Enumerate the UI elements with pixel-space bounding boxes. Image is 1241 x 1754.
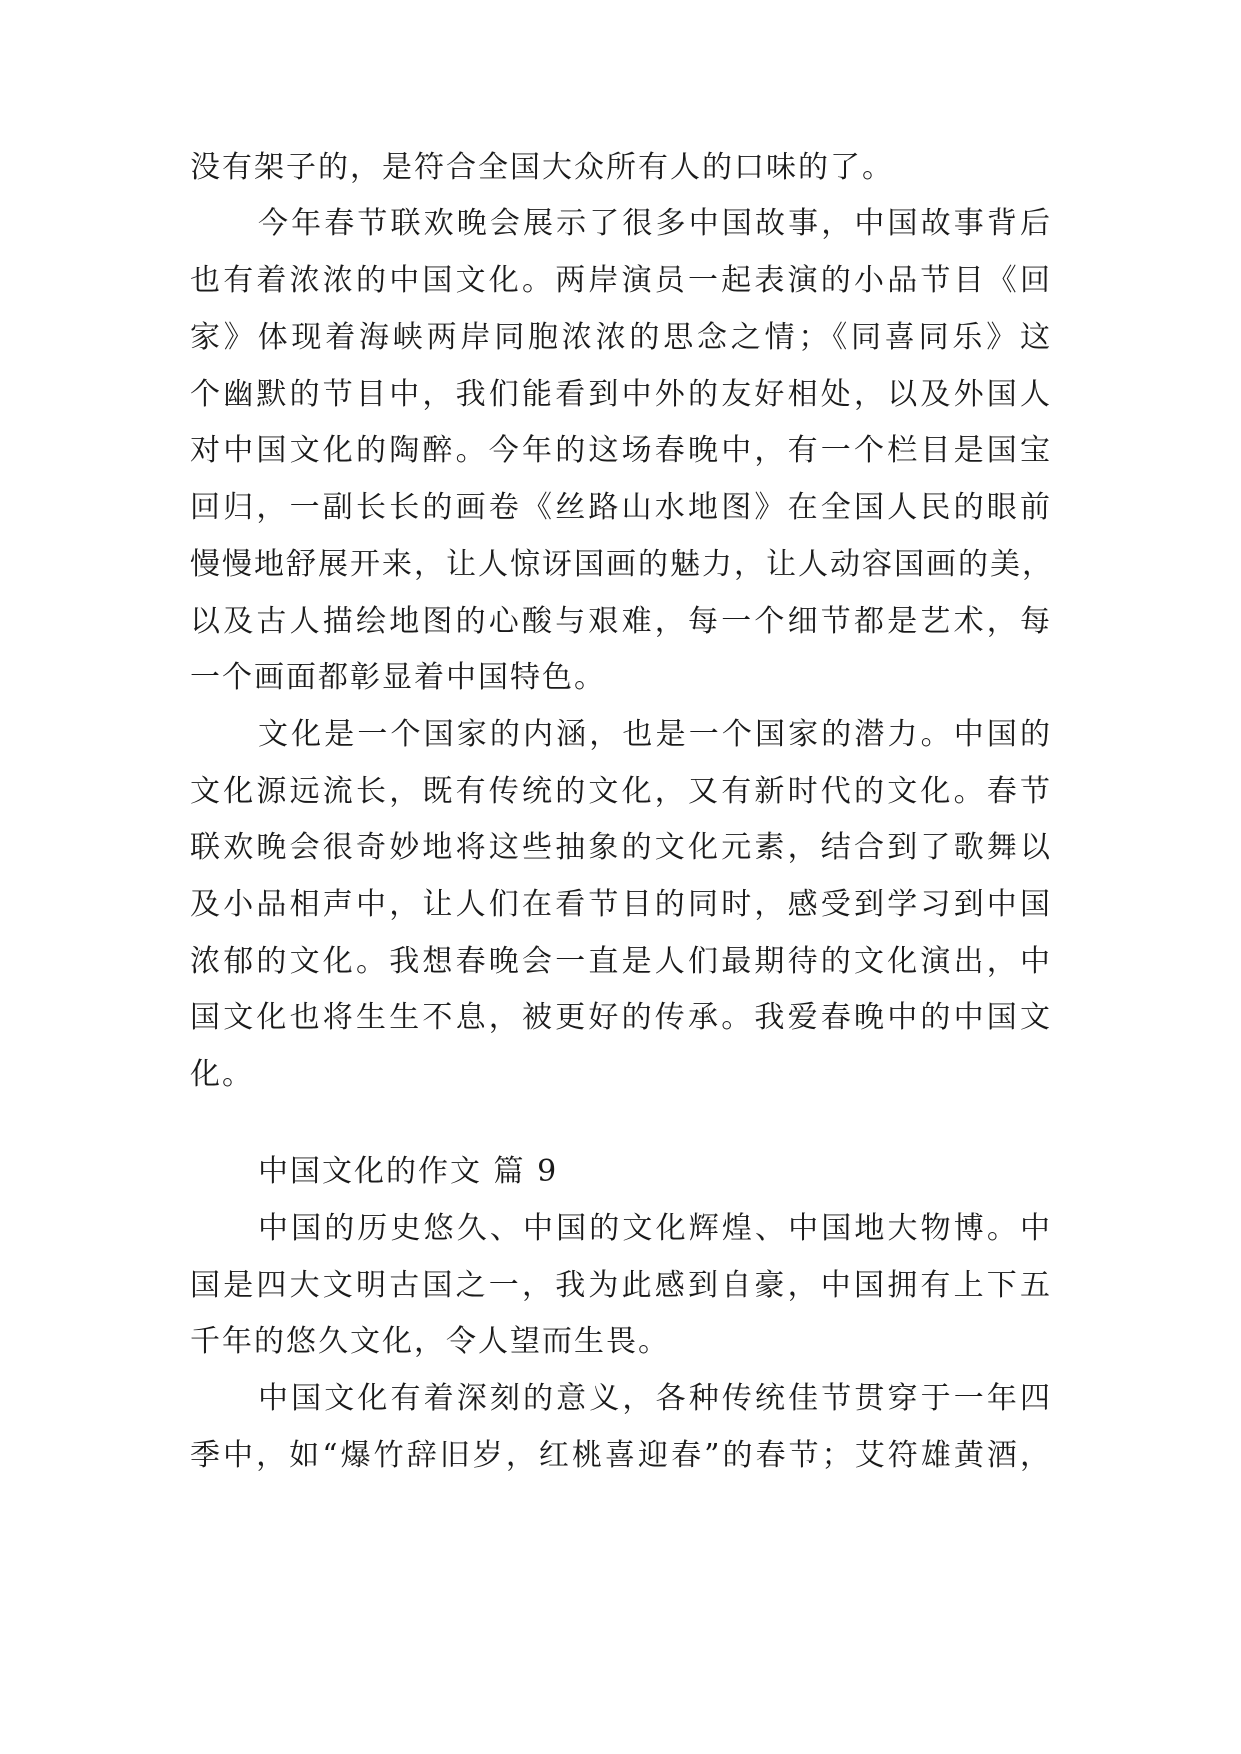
text-line-9: 以及古人描绘地图的心酸与艰难，每一个细节都是艺术，每 (190, 604, 1052, 639)
text-line-6: 对中国文化的陶醉。今年的这场春晚中，有一个栏目是国宝 (190, 433, 1052, 468)
section-title: 中国文化的作文 篇 9 (258, 1154, 559, 1189)
text-line-12: 文化源远流长，既有传统的文化，又有新时代的文化。春节 (190, 774, 1052, 809)
text-line-16: 国文化也将生生不息，被更好的传承。我爱春晚中的中国文 (190, 1000, 1052, 1035)
text-line-15: 浓郁的文化。我想春晚会一直是人们最期待的文化演出，中 (190, 944, 1052, 979)
section-line-3: 千年的悠久文化，令人望而生畏。 (190, 1324, 670, 1359)
text-line-2: 今年春节联欢晚会展示了很多中国故事，中国故事背后 (258, 206, 1052, 241)
text-line-3: 也有着浓浓的中国文化。两岸演员一起表演的小品节目《回 (190, 263, 1052, 298)
text-line-7: 回归，一副长长的画卷《丝路山水地图》在全国人民的眼前 (190, 490, 1052, 525)
text-line-5: 个幽默的节目中，我们能看到中外的友好相处，以及外国人 (190, 377, 1052, 412)
text-line-8: 慢慢地舒展开来，让人惊讶国画的魅力，让人动容国画的美， (190, 547, 1054, 582)
text-line-11: 文化是一个国家的内涵，也是一个国家的潜力。中国的 (258, 717, 1052, 752)
section-line-4: 中国文化有着深刻的意义，各种传统佳节贯穿于一年四 (258, 1381, 1052, 1416)
section-line-1: 中国的历史悠久、中国的文化辉煌、中国地大物博。中 (258, 1211, 1052, 1246)
text-line-17: 化。 (190, 1057, 254, 1092)
text-line-13: 联欢晚会很奇妙地将这些抽象的文化元素，结合到了歌舞以 (190, 830, 1052, 865)
text-line-10: 一个画面都彰显着中国特色。 (190, 660, 606, 695)
text-line-4: 家》体现着海峡两岸同胞浓浓的思念之情；《同喜同乐》这 (190, 320, 1052, 355)
text-line-1: 没有架子的，是符合全国大众所有人的口味的了。 (190, 150, 894, 185)
section-line-2: 国是四大文明古国之一，我为此感到自豪，中国拥有上下五 (190, 1268, 1052, 1303)
text-line-14: 及小品相声中，让人们在看节目的同时，感受到学习到中国 (190, 887, 1052, 922)
section-line-5: 季中，如“爆竹辞旧岁，红桃喜迎春”的春节；艾符雄黄酒， (190, 1438, 1052, 1473)
